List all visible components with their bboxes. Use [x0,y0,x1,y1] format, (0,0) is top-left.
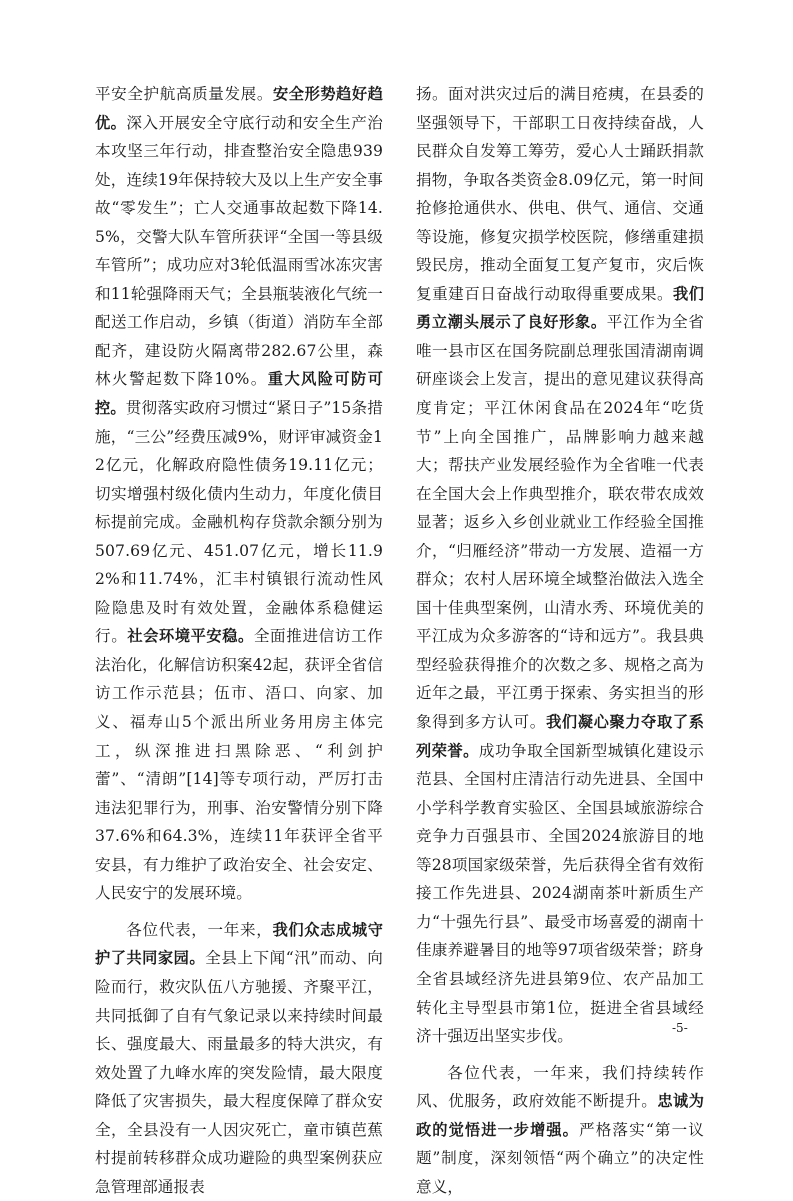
body-text: 平江作为全省唯一县市区在国务院副总理张国清湖南调研座谈会上发言，提出的意见建议获得高度肯定；平江休闲食品在2024年“吃货节”上向全国推广，品牌影响力越来越大；帮扶产业发展经验作为全省唯一代表在全国大会上作典型推介，联农带农成效显著；返乡入乡创业就业工作经验全国推介，“归雁经济”带动一方发展、造福一方群众；农村人居环境全域整治做法入选全国十佳典型案例，山清水秀、环境优美的平江成为众多游客的“诗和远方”。我县典型经验获得推介的次数之多、规格之高为近年之最，平江勇于探索、务实担当的形象得到多方认可。 [416,313,704,732]
body-text: 全县上下闻“汛”而动、向险而行，救灾队伍八方驰援、齐聚平江，共同抵御了自有气象记录以来持续时间最长、强度最大、雨量最多的特大洪灾，有效处置了九峰水库的突发险情，最大限度降低了灾害损失，最大程度保障了群众安全，全县没有一人因灾死亡，童市镇芭蕉村提前转移群众成功避险的典型案例获应急管理部通报表 [95,949,383,1196]
page-number: -5- [672,1021,688,1035]
bold-heading: 忠诚为政的觉悟进一步增强。 [416,1092,704,1139]
left-column [95,80,383,1201]
body-text: 扬。面对洪灾过后的满目疮痍，在县委的坚强领导下，干部职工日夜持续奋战，人民群众自发筹工筹劳，爱心人士踊跃捐款捐物，争取各类资金8.09亿元，第一时间抢修抢通供水、供电、供气、通信、交通等设施，修复灾损学校医院，修缮重建损毁民房，推动全面复工复产复市，灾后恢复重建百日奋战行动取得重要成果。 [416,85,704,303]
bold-heading: 我们勇立潮头展示了良好形象。 [416,284,704,332]
body-text: 严格落实“第一议题”制度，深刻领悟“两个确立”的决定性意义， [416,1120,705,1196]
bold-heading: 安全形势趋好趋优。 [95,85,383,132]
bold-heading: 我们众志成城守护了共同家园。 [95,920,383,968]
body-text: 平安全护航高质量发展。 [95,85,274,103]
paragraph [416,80,704,1051]
body-text: 全面推进信访工作法治化，化解信访积案42起，获评全省信访工作示范县；伍市、浯口、向家、加义、福寿山5个派出所业务用房主体完工，纵深推进扫黑除恶、“利剑护蕾”、“清朗”[14]等专项行动，严厉打击违法犯罪行为，刑事、治安警情分别下降37.6%和64.3%，连续11年获评全省平安县，有力维护了政治安全、社会安定、人民安宁的发展环境。 [95,627,383,903]
body-text: 各位代表，一年来，我们持续转作风、优服务，政府效能不断提升。 [416,1063,704,1111]
paragraph [95,916,383,1201]
bold-heading: 重大风险可防可控。 [95,370,383,418]
body-text: 成功争取全国新型城镇化建设示范县、全国村庄清洁行动先进县、全国中小学科学教育实验区、全国县域旅游综合竞争力百强县市、全国2024旅游目的地等28项国家级荣誉，先后获得全省有效衔接工作先进县、2024湖南茶叶新质生产力“十强先行县”、最受市场喜爱的湖南十佳康养避暑目的地等97项省级荣誉；跻身全省县域经济先进县第9位、农产品加工转化主导型县市第1位，挺进全省县域经济十强迈出坚实步伐。 [416,741,704,1046]
bold-heading: 社会环境平安稳。 [127,627,254,646]
body-text: 贯彻落实政府习惯过“紧日子”15条措施，“三公”经费压减9%，财评审减资金12亿元，化解政府隐性债务19.11亿元；切实增强村级化债内生动力，年度化债目标提前完成。金融机构存贷款余额分别为507.69亿元、451.07亿元，增长11.92%和11.74%，汇丰村镇银行流动性风险隐患及时有效处置，金融体系稳健运行。 [95,399,384,646]
body-text: 各位代表，一年来， [126,920,273,939]
right-column [416,80,704,1201]
paragraph [416,1059,704,1201]
paragraph [95,80,383,908]
body-text: 深入开展安全守底行动和安全生产治本攻坚三年行动，排查整治安全隐患939处，连续19年保持较大及以上生产安全事故“零发生”；亡人交通事故起数下降14.5%，交警大队车管所获评“全国一等县级车管所”；成功应对3轮低温雨雪冰冻灾害和11轮强降雨天气；全县瓶装液化气统一配送工作启动，乡镇（街道）消防车全部配齐，建设防火隔离带282.67公里，森林火警起数下降10%。 [95,113,383,389]
bold-heading: 我们凝心聚力夺取了系列荣誉。 [416,713,704,760]
